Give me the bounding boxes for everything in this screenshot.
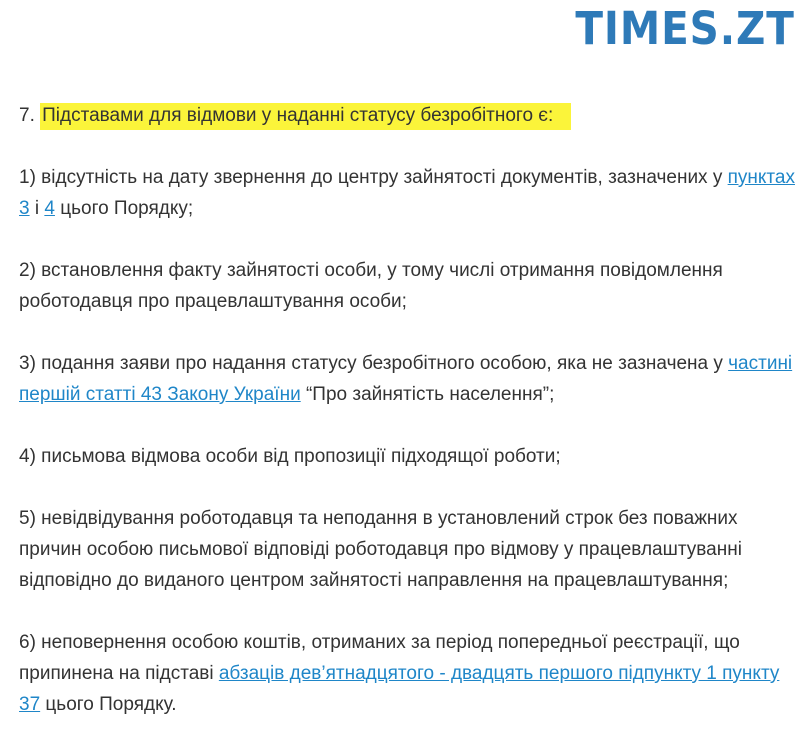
list-item: 2) встановлення факту зайнятості особи, у тому числі отримання повідомлення роботодавця про працевлаштування особи; xyxy=(19,260,723,312)
link-item-3[interactable]: пунктах 3 xyxy=(19,167,795,219)
clause-number: 7. xyxy=(19,105,41,126)
document-body xyxy=(19,100,799,720)
link-item-4[interactable]: 4 xyxy=(44,198,55,219)
link-article-43[interactable]: частині першій статті 43 Закону України xyxy=(19,353,793,405)
highlighted-heading: Підставами для відмови у наданні статусу безробітного є: xyxy=(40,103,571,130)
link-paragraphs-item-37[interactable]: абзаців дев’ятнадцятого - двадцять першого підпункту 1 пункту 37 xyxy=(19,663,780,715)
list-item: 3) подання заяви про надання статусу безробітного особою, яка не зазначена у частині першій статті 43 Закону України “Про зайнятість населення”; xyxy=(19,353,793,405)
list-item: 6) неповернення особою коштів, отриманих за період попередньої реєстрації, що припинена на підставі абзаців дев’ятнадцятого - двадцять першого підпункту 1 пункту 37 цього Порядку. xyxy=(19,632,780,715)
list-item: 1) відсутність на дату звернення до центру зайнятості документів, зазначених у пунктах 3 і 4 цього Порядку; xyxy=(19,167,795,219)
times-zt-logo: TIMES.ZT xyxy=(575,2,795,55)
clause-heading xyxy=(19,100,799,131)
list-item: 4) письмова відмова особи від пропозиції підходящої роботи; xyxy=(19,446,561,467)
list-item: 5) невідвідування роботодавця та неподання в установлений строк без поважних причин особою письмової відповіді роботодавця про відмову у працевлаштуванні відповідно до виданого центром зайнятості направлення на працевлаштування; xyxy=(19,508,742,591)
